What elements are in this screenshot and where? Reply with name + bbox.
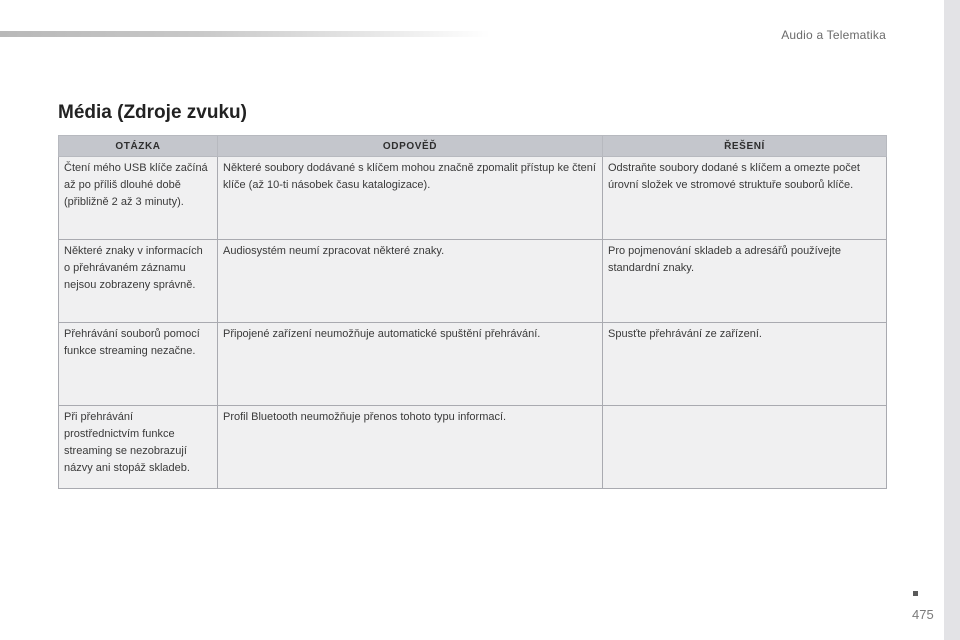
page-marker-icon [913, 591, 918, 596]
table-row [59, 157, 887, 240]
table-row [59, 406, 887, 489]
section-header: Audio a Telematika [781, 28, 886, 42]
question-cell: Některé znaky v informacích o přehrávaném záznamu nejsou zobrazeny správně. [59, 240, 218, 323]
table-row [59, 240, 887, 323]
solution-cell: Spusťte přehrávání ze zařízení. [603, 323, 887, 406]
solution-cell: Pro pojmenování skladeb a adresářů používejte standardní znaky. [603, 240, 887, 323]
page-title: Média (Zdroje zvuku) [58, 102, 247, 123]
column-header-question: OTÁZKA [59, 136, 218, 157]
question-cell: Při přehrávání prostřednictvím funkce streaming se nezobrazují názvy ani stopáž skladeb. [59, 406, 218, 489]
answer-cell: Profil Bluetooth neumožňuje přenos tohoto typu informací. [218, 406, 603, 489]
column-header-solution: ŘEŠENÍ [603, 136, 887, 157]
faq-table [58, 135, 887, 489]
answer-cell: Některé soubory dodávané s klíčem mohou značně zpomalit přístup ke čtení klíče (až 10-ti násobek času katalogizace). [218, 157, 603, 240]
solution-cell [603, 406, 887, 489]
column-header-answer: ODPOVĚĎ [218, 136, 603, 157]
page-number: 475 [912, 607, 934, 622]
page-edge-strip [944, 0, 960, 640]
table-row [59, 323, 887, 406]
question-cell: Přehrávání souborů pomocí funkce streaming nezačne. [59, 323, 218, 406]
answer-cell: Audiosystém neumí zpracovat některé znaky. [218, 240, 603, 323]
question-cell: Čtení mého USB klíče začíná až po příliš dlouhé době (přibližně 2 až 3 minuty). [59, 157, 218, 240]
answer-cell: Připojené zařízení neumožňuje automatické spuštění přehrávání. [218, 323, 603, 406]
solution-cell: Odstraňte soubory dodané s klíčem a omezte počet úrovní složek ve stromové struktuře souborů klíče. [603, 157, 887, 240]
table-header-row [59, 136, 887, 157]
header-decoration-bar [0, 31, 490, 37]
